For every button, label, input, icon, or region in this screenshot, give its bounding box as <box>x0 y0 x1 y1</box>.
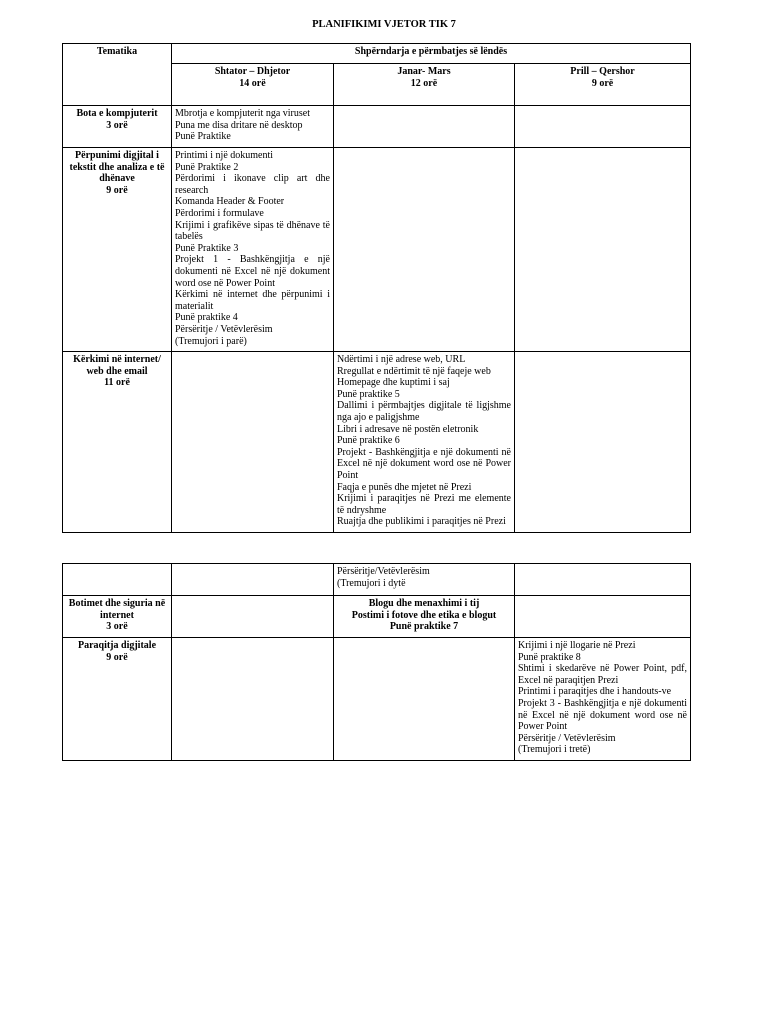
content-cell-p3 <box>515 638 691 761</box>
theme-cell <box>63 564 172 596</box>
cell-line: Faqja e punës dhe mjetet në Prezi <box>337 481 472 493</box>
period-name: Prill – Qershor <box>570 66 635 77</box>
content-cell-p2 <box>334 638 515 761</box>
content-cell-p2 <box>334 596 515 638</box>
content-cell-p2 <box>334 564 515 596</box>
cell-line: Blogu dhe menaxhimi i tij <box>368 598 480 609</box>
cell-line: 3 orë <box>106 621 128 633</box>
page-title: PLANIFIKIMI VJETOR TIK 7 <box>312 19 456 30</box>
theme-cell <box>63 148 172 352</box>
cell-line: Postimi i fotove dhe etika e blogut <box>351 609 497 621</box>
content-cell-p1 <box>172 352 334 533</box>
content-cell-p2 <box>334 148 515 352</box>
content-cell-p3 <box>515 148 691 352</box>
content-cell-p3 <box>515 352 691 533</box>
theme-cell <box>63 638 172 761</box>
cell-line: (Tremujori i parë) <box>175 335 247 347</box>
period-hours: 14 orë <box>239 77 266 89</box>
cell-line: Përsëritje / Vetëvlerësim <box>175 323 273 335</box>
table-row <box>63 596 691 638</box>
cell-line: Shtimi i skedarëve në Power Point, pdf, Excel në paraqitjen Prezi <box>518 663 687 686</box>
header-distribution: Shpërndarja e përmbatjes së lëndës <box>172 44 691 64</box>
cell-line: Projekt 1 - Bashkëngjitja e një dokumenti në Excel në një dokument word ose në Power Point <box>175 254 330 289</box>
cell-line: Homepage dhe kuptimi i saj <box>337 377 450 389</box>
cell-line: Printimi i paraqitjes dhe i handouts-ve <box>518 686 672 698</box>
cell-line: Përdorimi i ikonave clip art dhe research <box>175 173 330 196</box>
header-tematika: Tematika <box>63 44 172 106</box>
cell-line: Paraqitja digjitale <box>77 640 157 651</box>
cell-line: Projekt - Bashkëngjitja e një dokumenti në Excel në një dokument word ose në Power Point <box>337 446 511 481</box>
theme-cell <box>63 352 172 533</box>
header-period-3 <box>515 64 691 106</box>
cell-line: Mbrotja e kompjuterit nga viruset <box>175 108 310 119</box>
cell-line: Projekt 3 - Bashkëngjitja e një dokumenti në Excel në një dokument word ose në Power Point <box>518 697 687 733</box>
cell-line: (Tremujori i dytë <box>337 577 406 589</box>
table-row <box>63 564 691 596</box>
cell-line: Puna me disa dritare në desktop <box>175 119 303 131</box>
cell-line: Ndërtimi i një adrese web, URL <box>337 354 466 365</box>
cell-line: Përpunimi digjital i tekstit dhe analiza e të dhënave <box>69 150 165 185</box>
header-period-1 <box>172 64 334 106</box>
table-row <box>63 352 691 533</box>
period-name: Shtator – Dhjetor <box>214 66 291 77</box>
cell-line: Libri i adresave në postën eletronik <box>337 423 479 435</box>
content-cell-p3 <box>515 596 691 638</box>
period-name: Janar- Mars <box>397 66 451 77</box>
header-period-2 <box>334 64 515 106</box>
cell-line: Punë Praktike 2 <box>175 161 239 173</box>
annual-plan-table-continued <box>62 563 691 761</box>
cell-line: Punë praktike 5 <box>337 388 400 400</box>
cell-line: Krijimi i grafikëve sipas të dhënave të tabelës <box>175 219 330 243</box>
cell-line: Ruajtja dhe publikimi i paraqitjes në Prezi <box>337 516 506 528</box>
annual-plan-table <box>62 43 691 533</box>
cell-line: Punë praktike 8 <box>518 651 581 663</box>
cell-line: Rregullat e ndërtimit të një faqeje web <box>337 365 491 377</box>
theme-cell <box>63 596 172 638</box>
cell-line: 3 orë <box>106 119 128 131</box>
cell-line: Përsëritje/Vetëvlerësim <box>337 566 430 577</box>
cell-line: Punë Praktike <box>175 131 231 143</box>
content-cell-p1 <box>172 596 334 638</box>
cell-line: Botimet dhe siguria në internet <box>68 598 166 621</box>
content-cell-p3 <box>515 106 691 148</box>
cell-line: Punë praktike 6 <box>337 435 400 447</box>
cell-line: Krijimi i paraqitjes në Prezi me elemente të ndryshme <box>337 493 511 516</box>
content-cell-p1 <box>172 106 334 148</box>
cell-line: Kërkimi në internet/ web dhe email <box>73 354 161 377</box>
cell-line: Dallimi i përmbajtjes digjitale të ligjshme nga ajo e paligjshme <box>337 400 511 423</box>
cell-line: (Tremujori i tretë) <box>518 744 591 756</box>
cell-line: Punë praktike 7 <box>389 621 459 633</box>
cell-line: Printimi i një dokumenti <box>175 150 274 161</box>
content-cell-p3 <box>515 564 691 596</box>
content-cell-p1 <box>172 564 334 596</box>
content-cell-p1 <box>172 148 334 352</box>
cell-line: Përsëritje / Vetëvlerësim <box>518 732 616 744</box>
cell-line: Përdorimi i formulave <box>175 207 264 219</box>
content-cell-p2 <box>334 352 515 533</box>
content-cell-p1 <box>172 638 334 761</box>
table-row <box>63 148 691 352</box>
period-hours: 9 orë <box>591 77 614 89</box>
table-row <box>63 638 691 761</box>
cell-line: Komanda Header & Footer <box>175 196 285 208</box>
cell-line: Punë praktike 4 <box>175 312 238 324</box>
cell-line: Punë Praktike 3 <box>175 242 239 254</box>
cell-line: 9 orë <box>106 184 128 196</box>
cell-line: 11 orë <box>104 377 130 389</box>
cell-line: Kërkimi në internet dhe përpunimi i materialit <box>175 289 330 312</box>
cell-line: 9 orë <box>106 651 128 663</box>
period-hours: 12 orë <box>410 77 438 89</box>
content-cell-p2 <box>334 106 515 148</box>
theme-cell <box>63 106 172 148</box>
cell-line: Bota e kompjuterit <box>76 108 158 119</box>
cell-line: Krijimi i një llogarie në Prezi <box>518 640 636 651</box>
table-row <box>63 106 691 148</box>
